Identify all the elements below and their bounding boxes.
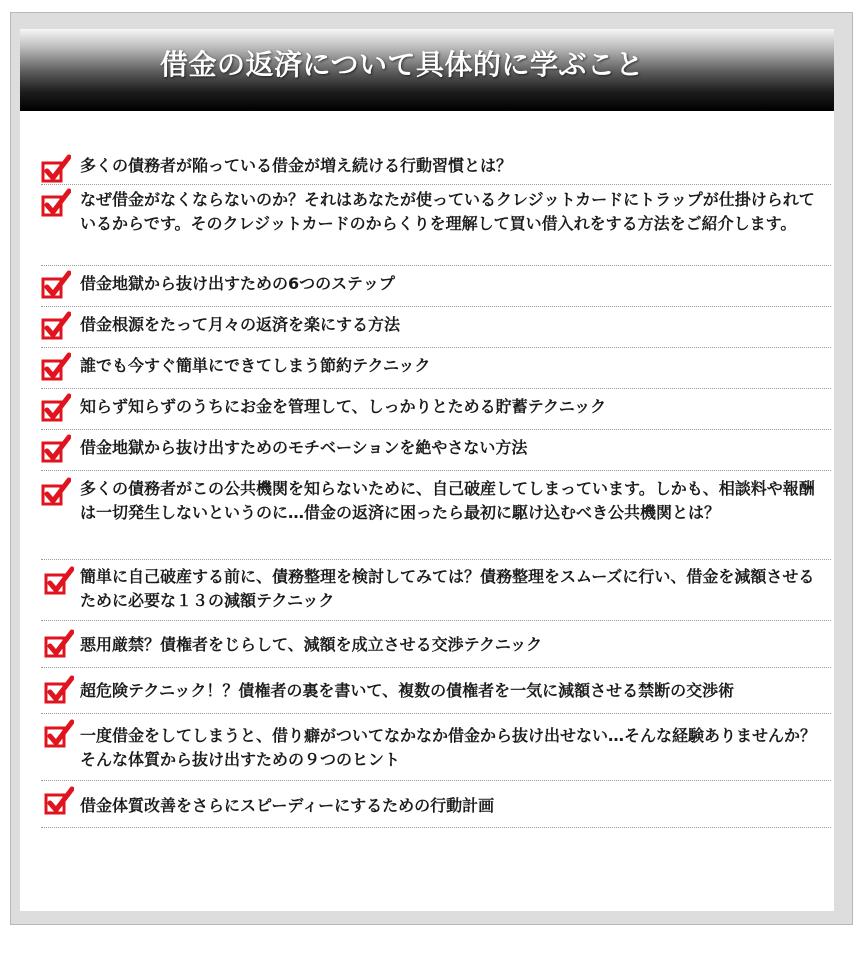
check-icon bbox=[44, 566, 74, 596]
list-item bbox=[41, 388, 831, 430]
list-item bbox=[41, 780, 831, 828]
check-icon bbox=[44, 675, 74, 705]
list-item-text: 借金根源をたって月々の返済を楽にする方法 bbox=[80, 315, 401, 334]
list-item-text: 借金地獄から抜け出すための6つのステップ bbox=[80, 274, 395, 293]
list-item-text: 一度借金をしてしまうと、借り癖がついてなかなか借金から抜け出せない…そんな経験ありませんか？そんな体質から抜け出すための９つのヒント bbox=[80, 726, 817, 769]
check-icon bbox=[41, 477, 71, 507]
outer-frame bbox=[10, 12, 853, 925]
list-item-text: 簡単に自己破産する前に、債務整理を検討してみては？債務整理をスムーズに行い、借金を減額させるために必要な１３の減額テクニック bbox=[80, 567, 815, 610]
list-item bbox=[41, 713, 831, 781]
page-title: 借金の返済について具体的に学ぶこと bbox=[160, 48, 644, 81]
list-item bbox=[41, 667, 831, 714]
list-item-text: 知らず知らずのうちにお金を管理して、しっかりとためる貯蓄テクニック bbox=[80, 397, 607, 416]
content-panel bbox=[20, 29, 834, 911]
list-item-text: 多くの債務者がこの公共機関を知らないために、自己破産してしまっています。しかも、相談料や報酬は一切発生しないというのに…借金の返済に困ったら最初に駆け込むべき公共機関とは？ bbox=[80, 479, 815, 522]
list-item-text: 誰でも今すぐ簡単にできてしまう節約テクニック bbox=[80, 356, 431, 375]
list-item-text: 悪用厳禁？債権者をじらして、減額を成立させる交渉テクニック bbox=[80, 635, 543, 654]
list-item bbox=[41, 429, 831, 471]
check-icon bbox=[41, 154, 71, 184]
list-item bbox=[41, 470, 831, 560]
check-icon bbox=[41, 311, 71, 341]
list-item bbox=[41, 559, 831, 621]
check-icon bbox=[41, 270, 71, 300]
check-icon bbox=[44, 629, 74, 659]
list-item-text: 借金地獄から抜け出すためのモチベーションを絶やさない方法 bbox=[80, 438, 528, 457]
list-item bbox=[41, 144, 831, 185]
list-item bbox=[41, 265, 831, 307]
check-icon bbox=[44, 719, 74, 749]
list-item bbox=[41, 620, 831, 668]
check-icon bbox=[41, 434, 71, 464]
check-icon bbox=[41, 188, 71, 218]
list-item bbox=[41, 184, 831, 266]
list-item-text: 借金体質改善をさらにスピーディーにするための行動計画 bbox=[80, 796, 495, 815]
check-icon bbox=[41, 352, 71, 382]
list-item bbox=[41, 306, 831, 348]
check-icon bbox=[44, 786, 74, 816]
list-item-text: 多くの債務者が陥っている借金が増え続ける行動習慣とは？ bbox=[80, 156, 513, 175]
list-item-text: 超危険テクニック！？債権者の裏を書いて、複数の債権者を一気に減額させる禁断の交渉術 bbox=[80, 681, 735, 700]
list-item bbox=[41, 347, 831, 389]
list-item-text: なぜ借金がなくならないのか？それはあなたが使っているクレジットカードにトラップが仕掛けられているからです。そのクレジットカードのからくりを理解して買い借入れをする方法をご紹介します。 bbox=[80, 190, 815, 233]
header-banner bbox=[20, 29, 834, 111]
check-icon bbox=[41, 393, 71, 423]
